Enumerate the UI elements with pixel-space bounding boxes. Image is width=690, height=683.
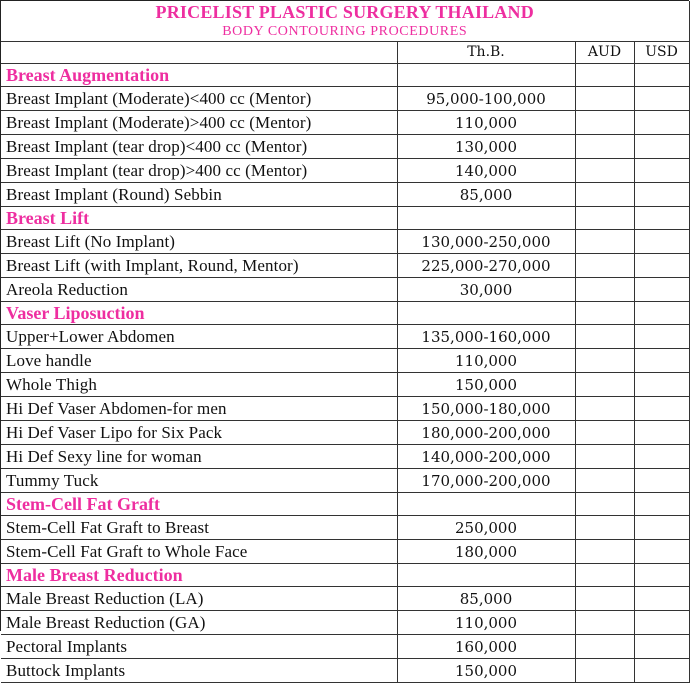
section-aud-cell: [575, 207, 634, 230]
section-thb-cell: [397, 64, 575, 87]
table-row: [1, 325, 689, 349]
section-title: Vaser Liposuction: [1, 302, 397, 325]
price-usd: [634, 469, 689, 493]
section-header-row: [1, 64, 689, 87]
procedure-name: Hi Def Sexy line for woman: [1, 445, 397, 469]
procedure-name: Pectoral Implants: [1, 635, 397, 659]
procedure-name: Breast Lift (No Implant): [1, 230, 397, 254]
page-subtitle: BODY CONTOURING PROCEDURES: [1, 23, 689, 42]
price-aud: [575, 111, 634, 135]
procedure-name: Upper+Lower Abdomen: [1, 325, 397, 349]
procedure-header-cell: [1, 42, 397, 64]
price-thb: 170,000-200,000: [397, 469, 575, 493]
procedure-name: Breast Implant (Moderate)>400 cc (Mentor): [1, 111, 397, 135]
table-row: [1, 230, 689, 254]
section-header-row: [1, 493, 689, 516]
price-thb: 140,000: [397, 159, 575, 183]
page-title: PRICELIST PLASTIC SURGERY THAILAND: [1, 1, 689, 23]
price-thb: 160,000: [397, 635, 575, 659]
price-aud: [575, 445, 634, 469]
price-aud: [575, 397, 634, 421]
price-thb: 250,000: [397, 516, 575, 540]
price-aud: [575, 349, 634, 373]
price-usd: [634, 373, 689, 397]
price-aud: [575, 254, 634, 278]
price-thb: 180,000: [397, 540, 575, 564]
price-aud: [575, 373, 634, 397]
price-thb: 130,000: [397, 135, 575, 159]
price-thb: 110,000: [397, 611, 575, 635]
price-usd: [634, 87, 689, 111]
procedure-name: Love handle: [1, 349, 397, 373]
price-thb: 130,000-250,000: [397, 230, 575, 254]
price-usd: [634, 111, 689, 135]
price-usd: [634, 349, 689, 373]
price-aud: [575, 587, 634, 611]
procedure-name: Breast Implant (tear drop)>400 cc (Mentor): [1, 159, 397, 183]
procedure-name: Buttock Implants: [1, 659, 397, 683]
price-usd: [634, 254, 689, 278]
table-row: [1, 659, 689, 683]
thb-column-header: Th.B.: [397, 42, 575, 64]
section-header-row: [1, 207, 689, 230]
section-title: Stem-Cell Fat Graft: [1, 493, 397, 516]
procedure-name: Stem-Cell Fat Graft to Whole Face: [1, 540, 397, 564]
price-usd: [634, 659, 689, 683]
price-aud: [575, 635, 634, 659]
procedure-name: Areola Reduction: [1, 278, 397, 302]
price-usd: [634, 135, 689, 159]
price-aud: [575, 278, 634, 302]
procedure-name: Tummy Tuck: [1, 469, 397, 493]
table-row: [1, 587, 689, 611]
procedure-name: Breast Implant (Round) Sebbin: [1, 183, 397, 207]
price-aud: [575, 87, 634, 111]
subtitle-row: [1, 23, 689, 42]
section-aud-cell: [575, 493, 634, 516]
table-row: [1, 611, 689, 635]
section-header-row: [1, 564, 689, 587]
price-aud: [575, 159, 634, 183]
price-usd: [634, 421, 689, 445]
aud-column-header: AUD: [575, 42, 634, 64]
procedure-name: Male Breast Reduction (LA): [1, 587, 397, 611]
section-aud-cell: [575, 564, 634, 587]
price-aud: [575, 135, 634, 159]
price-usd: [634, 611, 689, 635]
section-usd-cell: [634, 302, 689, 325]
title-row: [1, 1, 689, 23]
price-aud: [575, 469, 634, 493]
section-usd-cell: [634, 564, 689, 587]
table-row: [1, 397, 689, 421]
table-row: [1, 516, 689, 540]
price-thb: 150,000-180,000: [397, 397, 575, 421]
table-row: [1, 349, 689, 373]
procedure-name: Breast Implant (tear drop)<400 cc (Mentor): [1, 135, 397, 159]
price-aud: [575, 230, 634, 254]
price-thb: 110,000: [397, 111, 575, 135]
price-usd: [634, 183, 689, 207]
table-row: [1, 183, 689, 207]
price-thb: 180,000-200,000: [397, 421, 575, 445]
table-row: [1, 159, 689, 183]
usd-column-header: USD: [634, 42, 689, 64]
price-usd: [634, 230, 689, 254]
pricelist-table: [1, 1, 690, 683]
price-thb: 95,000-100,000: [397, 87, 575, 111]
price-thb: 30,000: [397, 278, 575, 302]
price-usd: [634, 540, 689, 564]
section-thb-cell: [397, 493, 575, 516]
section-thb-cell: [397, 207, 575, 230]
section-usd-cell: [634, 207, 689, 230]
table-row: [1, 421, 689, 445]
section-thb-cell: [397, 302, 575, 325]
section-header-row: [1, 302, 689, 325]
section-usd-cell: [634, 64, 689, 87]
procedure-name: Male Breast Reduction (GA): [1, 611, 397, 635]
procedure-name: Whole Thigh: [1, 373, 397, 397]
table-row: [1, 635, 689, 659]
price-aud: [575, 611, 634, 635]
price-thb: 225,000-270,000: [397, 254, 575, 278]
procedure-name: Breast Implant (Moderate)<400 cc (Mentor): [1, 87, 397, 111]
table-row: [1, 540, 689, 564]
price-usd: [634, 445, 689, 469]
table-row: [1, 373, 689, 397]
price-aud: [575, 516, 634, 540]
table-row: [1, 278, 689, 302]
price-aud: [575, 540, 634, 564]
procedure-name: Hi Def Vaser Lipo for Six Pack: [1, 421, 397, 445]
price-usd: [634, 635, 689, 659]
price-usd: [634, 397, 689, 421]
procedure-name: Breast Lift (with Implant, Round, Mentor): [1, 254, 397, 278]
table-row: [1, 111, 689, 135]
procedure-name: Stem-Cell Fat Graft to Breast: [1, 516, 397, 540]
price-thb: 140,000-200,000: [397, 445, 575, 469]
price-thb: 110,000: [397, 349, 575, 373]
price-aud: [575, 659, 634, 683]
section-usd-cell: [634, 493, 689, 516]
table-row: [1, 445, 689, 469]
section-thb-cell: [397, 564, 575, 587]
table-row: [1, 135, 689, 159]
section-aud-cell: [575, 302, 634, 325]
price-usd: [634, 516, 689, 540]
price-thb: 135,000-160,000: [397, 325, 575, 349]
price-usd: [634, 159, 689, 183]
price-aud: [575, 325, 634, 349]
price-aud: [575, 183, 634, 207]
price-thb: 150,000: [397, 659, 575, 683]
price-thb: 85,000: [397, 587, 575, 611]
section-title: Male Breast Reduction: [1, 564, 397, 587]
table-row: [1, 87, 689, 111]
price-thb: 150,000: [397, 373, 575, 397]
price-usd: [634, 278, 689, 302]
price-usd: [634, 325, 689, 349]
section-title: Breast Augmentation: [1, 64, 397, 87]
price-thb: 85,000: [397, 183, 575, 207]
table-row: [1, 469, 689, 493]
price-aud: [575, 421, 634, 445]
procedure-name: Hi Def Vaser Abdomen-for men: [1, 397, 397, 421]
table-row: [1, 254, 689, 278]
section-aud-cell: [575, 64, 634, 87]
column-header-row: [1, 42, 689, 64]
price-usd: [634, 587, 689, 611]
section-title: Breast Lift: [1, 207, 397, 230]
